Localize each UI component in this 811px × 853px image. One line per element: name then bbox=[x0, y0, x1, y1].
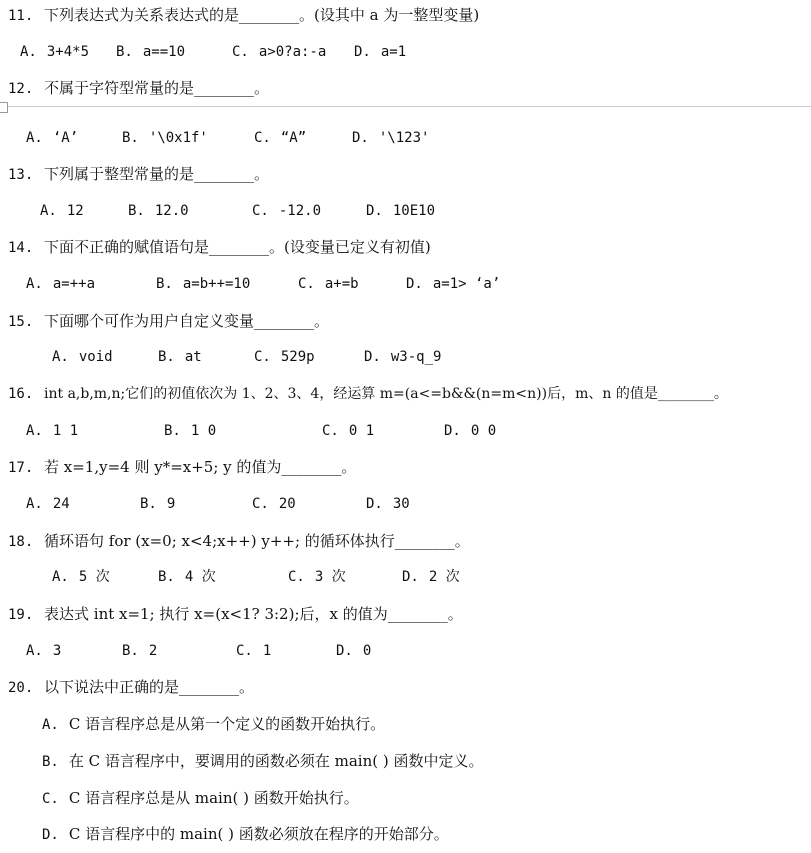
option-c: C. C 语言程序总是从 main( ) 函数开始执行。 bbox=[42, 789, 359, 807]
question-14 bbox=[8, 237, 431, 258]
question-text: 循环语句 for (x=0; x<4;x++) y++; 的循环体执行________。 bbox=[44, 532, 470, 550]
question-text: 下面不正确的赋值语句是________。(设变量已定义有初值) bbox=[44, 238, 431, 256]
option-d: D. 2 次 bbox=[402, 569, 460, 585]
question-18 bbox=[8, 531, 470, 552]
question-12 bbox=[8, 78, 269, 99]
option-b: B. 1 0 bbox=[164, 423, 217, 439]
option-d: D. w3-q_9 bbox=[364, 349, 442, 365]
question-number: 14. bbox=[8, 240, 34, 256]
option-a: A. a=++a bbox=[26, 276, 96, 292]
question-16 bbox=[8, 384, 728, 404]
option-b: B. a=b++=10 bbox=[156, 276, 251, 292]
option-c: C. 529p bbox=[254, 349, 315, 365]
question-text: 下面哪个可作为用户自定义变量________。 bbox=[44, 312, 330, 330]
option-a: A. 3 bbox=[26, 643, 62, 659]
question-number: 20. bbox=[8, 680, 34, 696]
option-a: A. 1 1 bbox=[26, 423, 79, 439]
option-a: A. 3+4*5 bbox=[20, 44, 90, 60]
question-13 bbox=[8, 164, 269, 185]
option-c: C. 0 1 bbox=[322, 423, 375, 439]
question-19 bbox=[8, 604, 463, 625]
section-marker bbox=[0, 102, 8, 113]
option-b: B. 12.0 bbox=[128, 203, 189, 219]
option-c: C. a+=b bbox=[298, 276, 359, 292]
option-d: D. 0 0 bbox=[444, 423, 497, 439]
question-number: 19. bbox=[8, 607, 34, 623]
question-text: 下列表达式为关系表达式的是________。(设其中 a 为一整型变量) bbox=[44, 6, 480, 24]
option-c: C. 3 次 bbox=[288, 569, 346, 585]
option-b: B. '\0x1f' bbox=[122, 130, 208, 146]
option-c: C. a>0?a:-a bbox=[232, 44, 327, 60]
option-a: A. 12 bbox=[40, 203, 84, 219]
option-a: A. ‘A’ bbox=[26, 130, 79, 146]
question-text: int a,b,m,n;它们的初值依次为 1、2、3、4，经运算 m=(a<=b&&(n=m<n))后，m、n 的值是________。 bbox=[44, 386, 728, 402]
option-c: C. -12.0 bbox=[252, 203, 322, 219]
question-15 bbox=[8, 311, 329, 332]
option-c: C. 1 bbox=[236, 643, 272, 659]
option-a: A. void bbox=[52, 349, 113, 365]
option-d: D. a=1> ‘a’ bbox=[406, 276, 501, 292]
option-d: D. 0 bbox=[336, 643, 372, 659]
option-b: B. a==10 bbox=[116, 44, 186, 60]
option-b: B. at bbox=[158, 349, 202, 365]
question-text: 下列属于整型常量的是________。 bbox=[44, 165, 270, 183]
option-d: D. C 语言程序中的 main( ) 函数必须放在程序的开始部分。 bbox=[42, 825, 449, 843]
question-17 bbox=[8, 457, 356, 478]
option-c: C. “A” bbox=[254, 130, 307, 146]
question-number: 15. bbox=[8, 314, 34, 330]
question-number: 11. bbox=[8, 8, 34, 24]
option-d: D. '\123' bbox=[352, 130, 430, 146]
option-b: B. 4 次 bbox=[158, 569, 216, 585]
option-a: A. 5 次 bbox=[52, 569, 110, 585]
question-number: 16. bbox=[8, 386, 34, 402]
question-text: 若 x=1,y=4 则 y*=x+5; y 的值为________。 bbox=[44, 458, 357, 476]
option-b: B. 2 bbox=[122, 643, 158, 659]
option-c: C. 20 bbox=[252, 496, 296, 512]
option-d: D. 10E10 bbox=[366, 203, 436, 219]
question-text: 不属于字符型常量的是________。 bbox=[44, 79, 270, 97]
option-a: A. C 语言程序总是从第一个定义的函数开始执行。 bbox=[42, 715, 386, 733]
question-text: 以下说法中正确的是________。 bbox=[44, 678, 255, 696]
page-break-line bbox=[0, 106, 811, 107]
question-text: 表达式 int x=1; 执行 x=(x<1? 3:2);后，x 的值为________。 bbox=[44, 605, 463, 623]
option-d: D. a=1 bbox=[354, 44, 407, 60]
option-a: A. 24 bbox=[26, 496, 70, 512]
question-11 bbox=[8, 5, 479, 26]
option-b: B. 9 bbox=[140, 496, 176, 512]
question-number: 17. bbox=[8, 460, 34, 476]
option-d: D. 30 bbox=[366, 496, 410, 512]
question-number: 12. bbox=[8, 81, 34, 97]
question-number: 13. bbox=[8, 167, 34, 183]
question-20 bbox=[8, 677, 254, 698]
option-b: B. 在 C 语言程序中，要调用的函数必须在 main( ) 函数中定义。 bbox=[42, 752, 484, 770]
question-number: 18. bbox=[8, 534, 34, 550]
